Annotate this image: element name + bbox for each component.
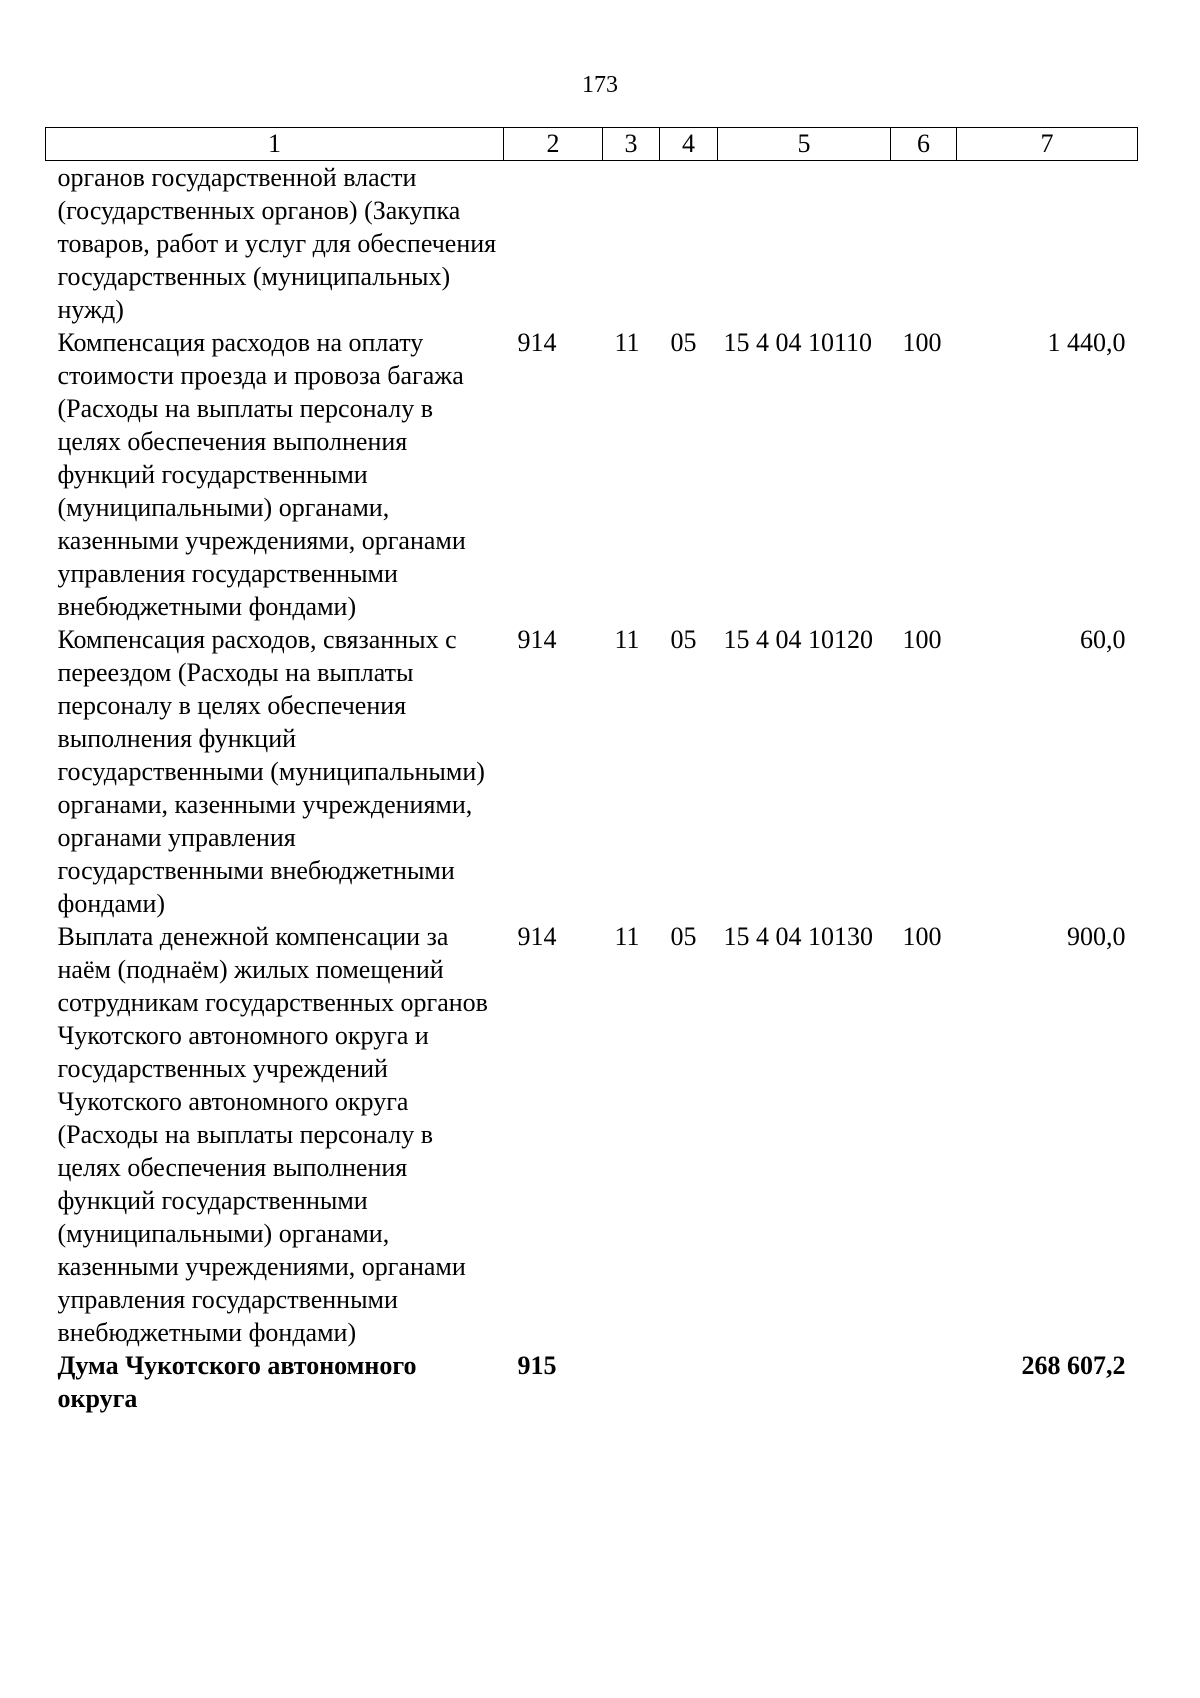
expense-name: Компенсация расходов, связанных с переездом (Расходы на выплаты персоналу в целях обеспечения выполнения функций государственными (муниципальными) органами, казенными учреждениями, органами управления государственными внебюджетными фондами)	[57, 625, 485, 918]
subsection-code: 05	[670, 922, 697, 951]
column-header-1: 1	[46, 128, 504, 161]
column-header-6: 6	[891, 128, 957, 161]
expense-type-code: 100	[902, 625, 942, 654]
page-number: 173	[582, 72, 618, 98]
target-article-code	[718, 1349, 891, 1415]
column-header-2: 2	[504, 128, 603, 161]
column-header-3: 3	[603, 128, 660, 161]
column-header-5: 5	[718, 128, 891, 161]
department-code: 915	[517, 1351, 557, 1380]
section-code: 11	[614, 625, 640, 654]
expense-type-code: 100	[902, 922, 942, 951]
expense-name: органов государственной власти (государственных органов) (Закупка товаров, работ и услуг для обеспечения государственных (муниципальных) нужд)	[57, 163, 497, 324]
subsection-code	[660, 161, 718, 327]
expense-name: Компенсация расходов на оплату стоимости проезда и провоза багажа (Расходы на выплаты персоналу в целях обеспечения выполнения функций государственными (муниципальными) органами, казенными учреждениями, органами управления государственными внебюджетными фондами)	[57, 328, 466, 621]
expense-type-code	[891, 1349, 957, 1415]
header-row	[46, 128, 1138, 161]
expense-name: Выплата денежной компенсации за наём (поднаём) жилых помещений сотрудникам государственных органов Чукотского автономного округа и государственных учреждений Чукотского автономного округа (Расходы на выплаты персоналу в целях обеспечения выполнения функций государственными (муниципальными) органами, казенными учреждениями, органами управления государственными внебюджетными фондами)	[57, 922, 488, 1347]
amount: 1 440,0	[1047, 328, 1126, 357]
section-code	[603, 161, 660, 327]
table-header	[46, 128, 1138, 161]
column-header-4: 4	[660, 128, 718, 161]
subsection-code	[660, 1349, 718, 1415]
table-body	[46, 161, 1138, 1416]
amount: 60,0	[1080, 625, 1126, 654]
department-code: 914	[517, 625, 557, 654]
table-row	[46, 161, 1138, 327]
target-article-code: 15 4 04 10120	[723, 625, 873, 654]
expense-type-code: 100	[902, 328, 942, 357]
department-code	[504, 161, 603, 327]
expense-type-code	[891, 161, 957, 327]
target-article-code: 15 4 04 10110	[723, 328, 873, 357]
section-code: 11	[614, 328, 640, 357]
department-code: 914	[517, 328, 557, 357]
section-code: 11	[614, 922, 640, 951]
expense-name: Дума Чукотского автономного округа	[57, 1351, 417, 1413]
table-row	[46, 920, 1138, 1349]
subsection-code: 05	[670, 625, 697, 654]
amount: 900,0	[1067, 922, 1126, 951]
amount: 268 607,2	[1021, 1351, 1126, 1380]
target-article-code	[718, 161, 891, 327]
subsection-code: 05	[670, 328, 697, 357]
section-code	[603, 1349, 660, 1415]
table-row	[46, 623, 1138, 920]
table-row	[46, 326, 1138, 623]
target-article-code: 15 4 04 10130	[723, 922, 873, 951]
column-header-7: 7	[957, 128, 1138, 161]
budget-table	[45, 127, 1138, 1415]
table-row-total	[46, 1349, 1138, 1415]
department-code: 914	[517, 922, 557, 951]
amount	[957, 161, 1138, 327]
